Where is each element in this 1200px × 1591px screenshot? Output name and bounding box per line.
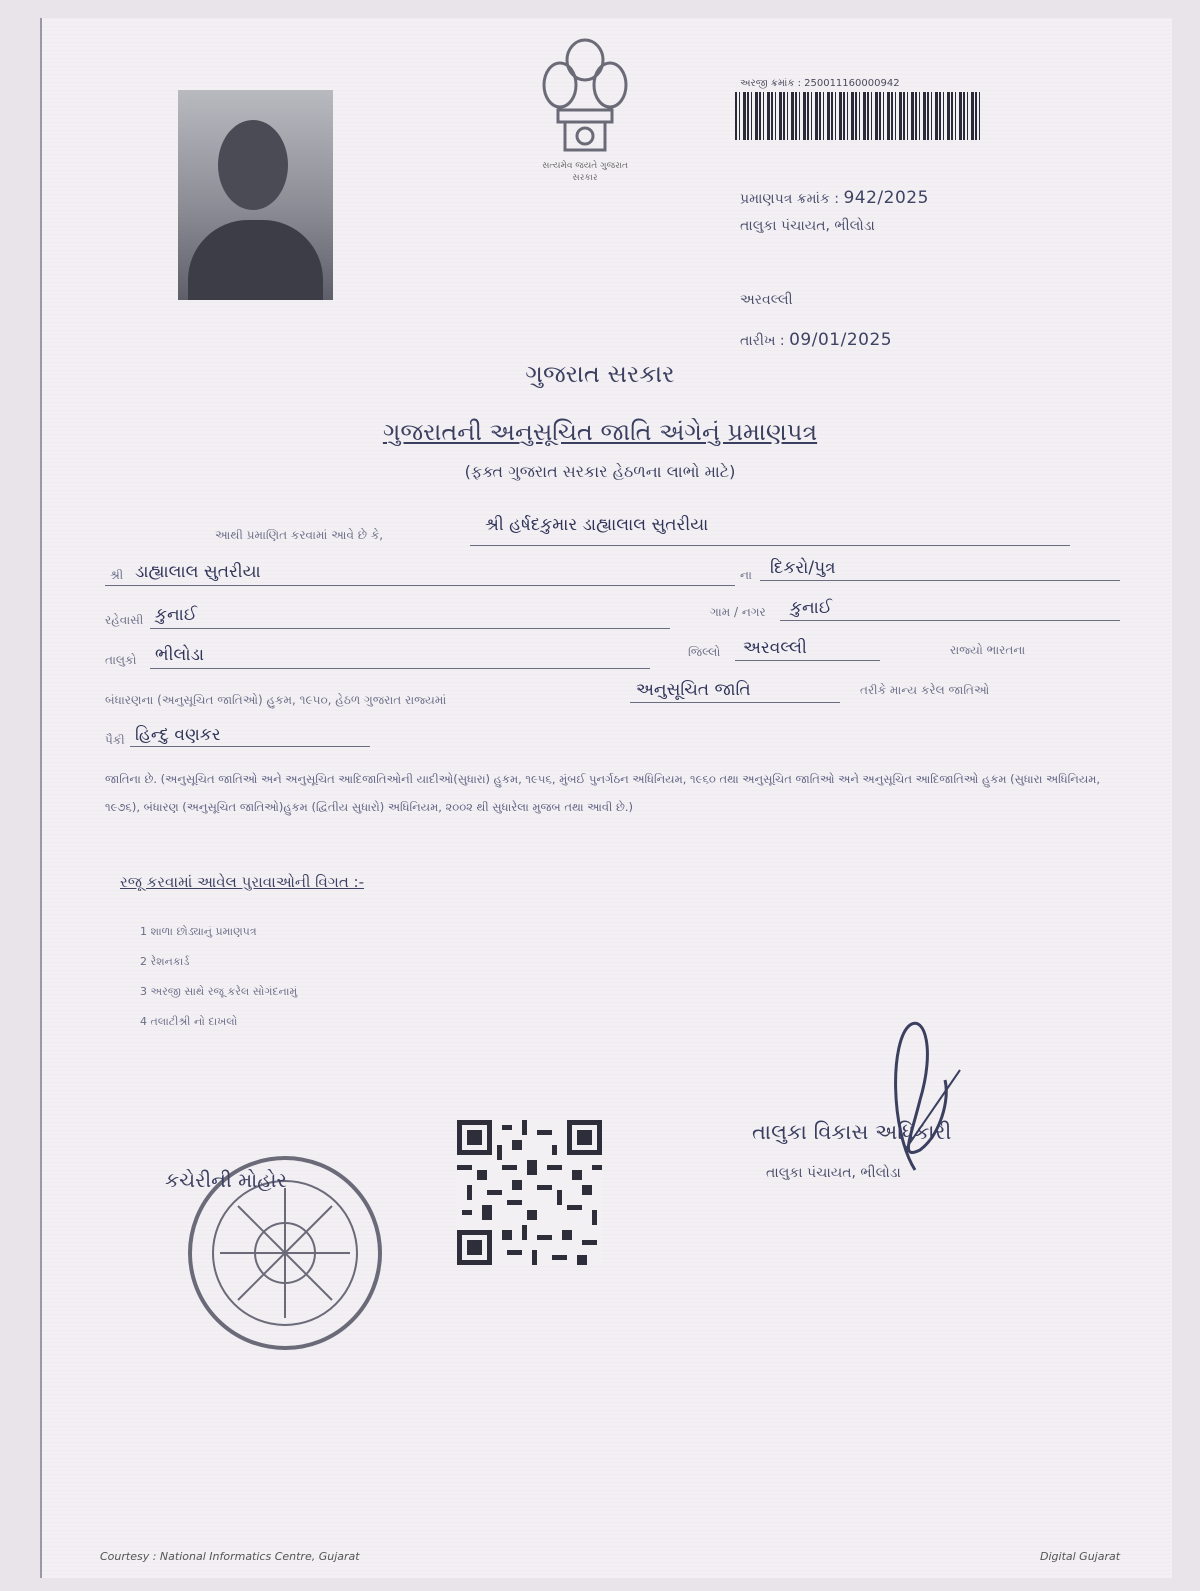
national-emblem-icon: [530, 30, 640, 180]
issue-place: અરવલ્લી: [740, 292, 793, 308]
issuing-office: તાલુકા પંચાયત, ભીલોડા: [740, 218, 875, 234]
district-label: જિલ્લો: [688, 645, 721, 659]
name-line: [470, 545, 1070, 546]
certificate-subtitle: (ફક્ત ગુજરાત સરકાર હેઠળના લાભો માટે): [464, 462, 736, 481]
emblem-caption: સત્યમેવ જયતે ગુજરાત સરકાર: [542, 161, 628, 183]
footer-brand: Digital Gujarat: [1040, 1550, 1121, 1563]
barcode: [735, 92, 980, 140]
stamp-label: કચેરીની મોહોર: [165, 1168, 287, 1192]
state-tail: રાજ્યો ભારતના: [950, 643, 1026, 657]
caste-prefix: બંધારણના (અનુસૂચિત જાતિઓ) હુકમ, ૧૯૫૦, હેઠળ ગુજરાત રાજ્યમાં: [105, 693, 447, 707]
father-name: ડાહ્યાલાલ સુતરીયા: [135, 562, 261, 582]
gram-line: [780, 620, 1120, 621]
applicant-name: શ્રી હર્ષદકુમાર ડાહ્યાલાલ સુતરીયા: [485, 515, 709, 535]
relation-value: દિકરો/પુત્ર: [770, 558, 836, 578]
taluka-line: [150, 668, 650, 669]
certificate-number-value: 942/2025: [843, 188, 929, 208]
certificate-number-label: પ્રમાણપત્ર ક્રમાંક :: [740, 191, 840, 207]
documents-heading: રજૂ કરવામાં આવેલ પુરાવાઓની વિગત :-: [120, 873, 365, 891]
village-label: રહેવાસી: [105, 613, 144, 627]
signature-icon: [860, 1010, 980, 1180]
legal-paragraph: જાતિના છે. (અનુસૂચિત જાતિઓ અને અનુસૂચિત આદિજાતિઓની યાદીઓ(સુધારા) હુકમ, ૧૯૫૬, મુંબઈ પુનર્ગઠન અધિનિયમ, ૧૯૬૦ તથા અનુસૂચિત જાતિઓ અને અનુસૂચિત આદિજાતિઓ હુકમ (સુધારા અધિનિયમ, ૧૯૭૬), બંધારણ (અનુસૂચિત જાતિઓ)હુકમ (દ્વિતીય સુધારો) અધિનિયમ, ૨૦૦૨ થી સુધારેલા મુજબ તથા આવી છે.): [105, 772, 1101, 814]
taluka-label: તાલુકો: [105, 653, 137, 667]
caste-line: [630, 702, 840, 703]
qr-code: [457, 1120, 602, 1265]
relation-line: [760, 580, 1120, 581]
intro-text: આથી પ્રમાણિત કરવામાં આવે છે કે,: [215, 528, 384, 542]
caste-value: અનુસૂચિત જાતિ: [636, 680, 751, 700]
document-item: 3 અરજી સાથે રજૂ કરેલ સોગંદનામું: [140, 985, 298, 998]
government-title: ગુજરાત સરકાર: [525, 360, 675, 388]
certificate-number: [740, 188, 929, 208]
issue-date-label: તારીખ :: [740, 333, 785, 349]
father-line: [105, 585, 735, 586]
gram-value: કુનાઈ: [790, 598, 832, 618]
caste-tail: તરીકે માન્ય કરેલ જાતિઓ: [860, 683, 990, 697]
application-number: અરજી ક્રમાંક : 250011160000942: [740, 78, 900, 89]
district-value: અરવલ્લી: [743, 638, 807, 658]
district-line: [735, 660, 880, 661]
taluka-value: ભીલોડા: [155, 645, 205, 665]
gram-label: ગામ / નગર: [710, 605, 766, 619]
village-value: કુનાઈ: [155, 605, 197, 625]
village-line: [150, 628, 670, 629]
community-prefix: પૈકી: [105, 733, 125, 747]
signatory-title: તાલુકા વિકાસ અધિકારી: [752, 1120, 952, 1144]
certificate-title: ગુજરાતની અનુસૂચિત જાતિ અંગેનું પ્રમાણપત્ર: [382, 418, 818, 446]
signatory-office: તાલુકા પંચાયત, ભીલોડા: [766, 1165, 901, 1181]
community-value: હિન્દુ વણકર: [135, 725, 221, 745]
issue-date: [740, 330, 892, 350]
father-prefix: શ્રી: [110, 568, 124, 582]
document-item: 2 રેશનકાર્ડ: [140, 955, 190, 968]
community-line: [130, 746, 370, 747]
relation-label: ના: [740, 568, 752, 582]
document-item: 4 તલાટીશ્રી નો દાખલો: [140, 1015, 238, 1028]
applicant-photo: [178, 90, 333, 300]
document-item: 1 શાળા છોડ્યાનું પ્રમાણપત્ર: [140, 925, 257, 938]
issue-date-value: 09/01/2025: [789, 330, 893, 350]
footer-courtesy: Courtesy : National Informatics Centre, Gujarat: [100, 1550, 360, 1563]
